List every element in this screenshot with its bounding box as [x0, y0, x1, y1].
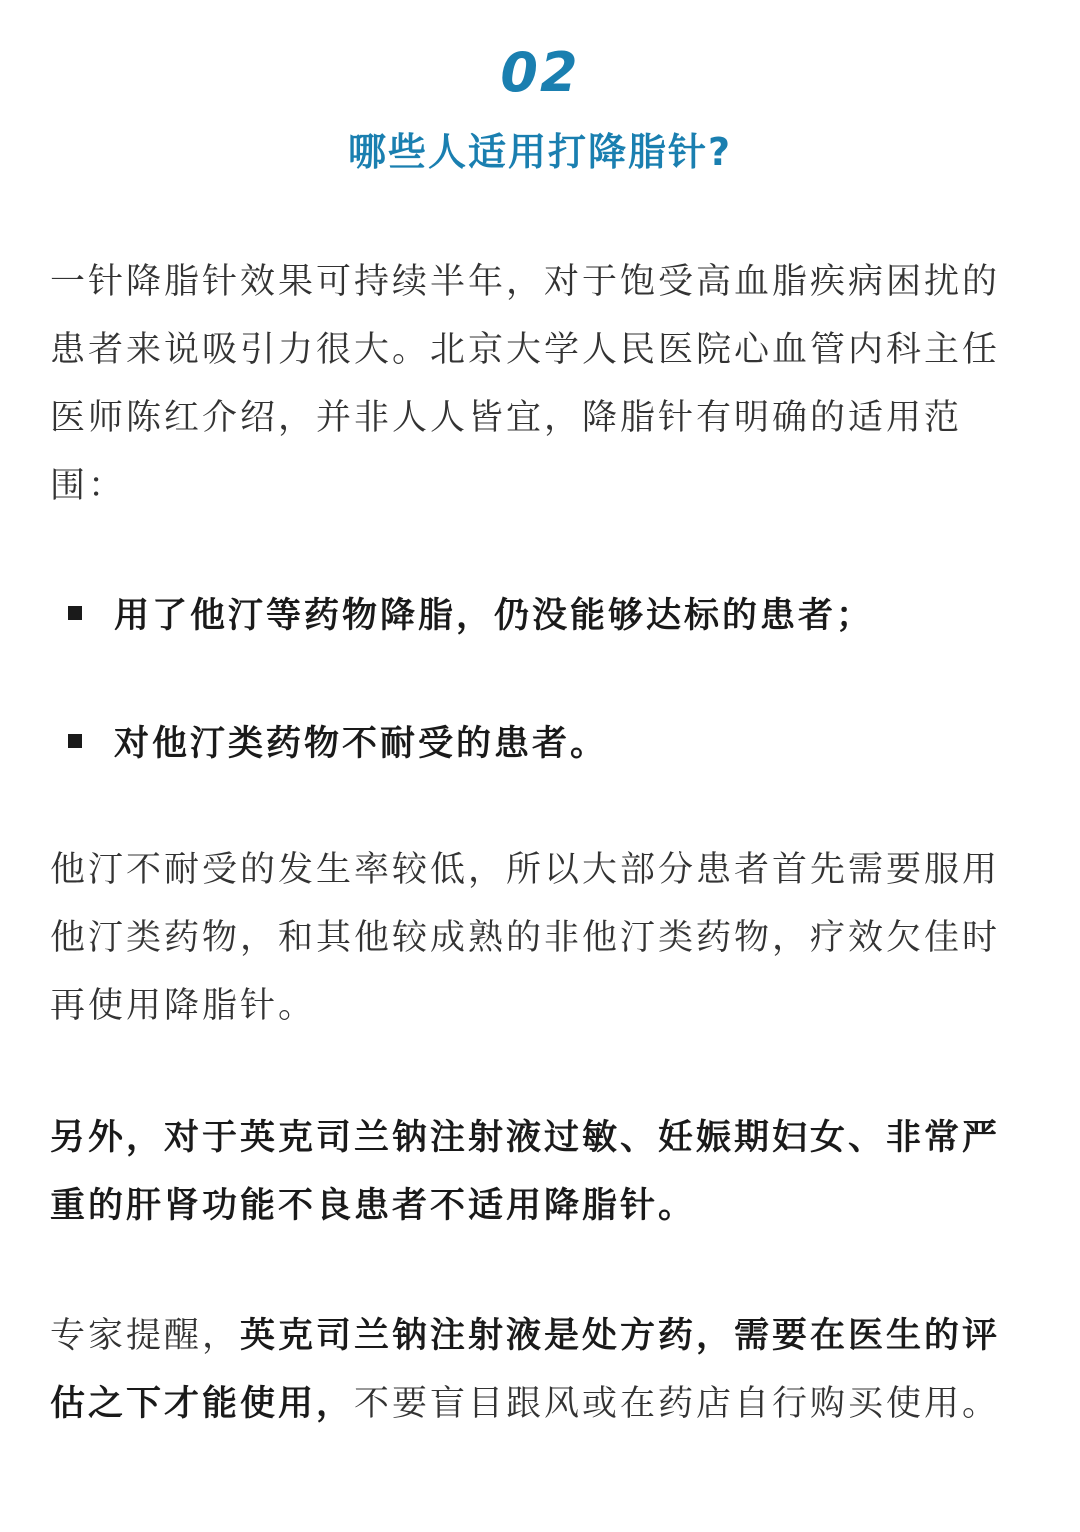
- expert-reminder-bold: 英克司兰钠注射液是处方药，需要在医生的评估之下才能使用，: [50, 1316, 1001, 1424]
- expert-reminder-tail: 不要盲目跟风或在药店自行购买使用。: [354, 1384, 1001, 1424]
- bullet-item-2: [68, 714, 1028, 774]
- intro-paragraph: 一针降脂针效果可持续半年，对于饱受高血脂疾病困扰的患者来说吸引力很大。北京大学人民医院心血管内科主任医师陈红介绍，并非人人皆宜，降脂针有明确的适用范围：: [50, 262, 1001, 506]
- bullet-text-1: 用了他汀等药物降脂，仍没能够达标的患者；: [114, 596, 875, 636]
- square-bullet-icon: [68, 734, 82, 748]
- paragraph-statin-intolerance: 他汀不耐受的发生率较低，所以大部分患者首先需要服用他汀类药物，和其他较成熟的非他汀类药物，疗效欠佳时再使用降脂针。: [50, 850, 1001, 1026]
- section-title: 哪些人适用打降脂针?: [347, 130, 733, 174]
- expert-reminder-lead: 专家提醒，: [50, 1316, 241, 1356]
- paragraph-contraindications: 另外，对于英克司兰钠注射液过敏、妊娠期妇女、非常严重的肝肾功能不良患者不适用降脂针。: [50, 1118, 1001, 1226]
- paragraph-expert-reminder: [50, 1302, 1032, 1438]
- section-number: 02: [500, 41, 580, 104]
- bullet-text-2: 对他汀类药物不耐受的患者。: [114, 724, 609, 764]
- bullet-item-1: [68, 586, 1028, 646]
- square-bullet-icon: [68, 606, 82, 620]
